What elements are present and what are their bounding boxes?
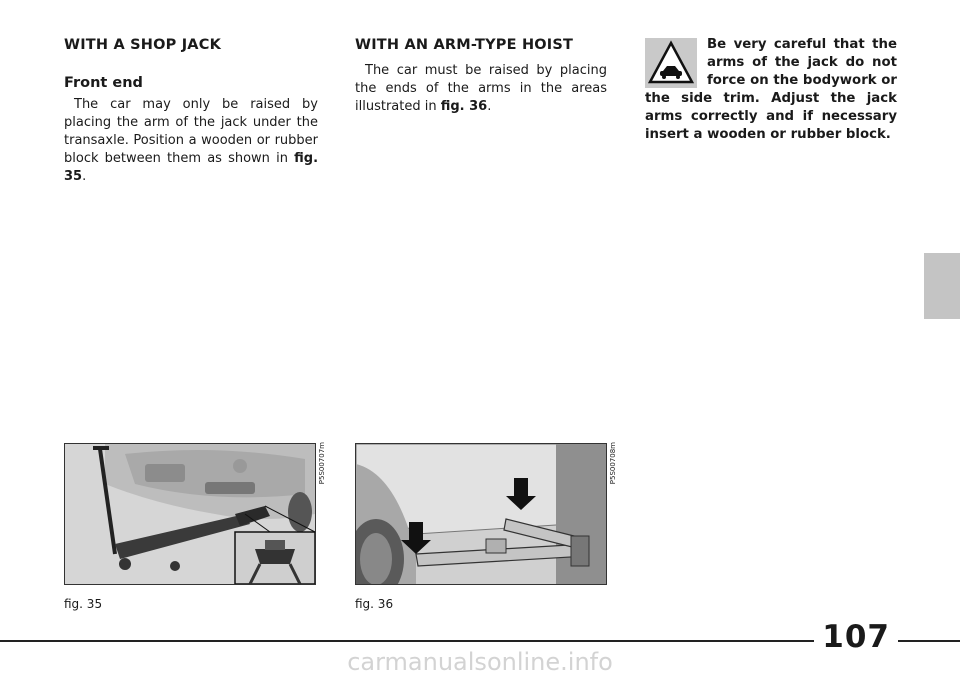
section-thumb-tab	[924, 253, 960, 319]
figure-code-36: P5S00708m	[609, 442, 617, 485]
page-number: 107	[814, 617, 898, 657]
column-middle	[355, 36, 607, 116]
figure-code-35: P5S00707m	[318, 442, 326, 485]
watermark-text: carmanualsonline.info	[347, 648, 613, 676]
figure-caption-36: fig. 36	[355, 597, 394, 611]
figure-ref-35: fig. 35	[64, 151, 319, 184]
figure-caption-35: fig. 35	[64, 597, 103, 611]
paragraph-arm-hoist: The car must be raised by placing the ends of the arms in the areas illustrated in fig. 36.	[355, 63, 607, 114]
figure-ref-36: fig. 36	[440, 99, 488, 114]
subheading-front-end: Front end	[64, 75, 143, 91]
section-heading-arm-hoist: WITH AN ARM-TYPE HOIST	[355, 37, 574, 53]
figure-36-arm-hoist	[355, 443, 607, 585]
car-warning-icon	[645, 38, 697, 88]
section-heading-shop-jack: WITH A SHOP JACK	[64, 37, 222, 53]
paragraph-shop-jack: The car may only be raised by placing the arm of the jack under the transaxle. Position a wooden or rubber block between them as shown in fig. 35.	[64, 97, 319, 184]
column-left	[64, 36, 318, 186]
figure-35-shop-jack	[64, 443, 316, 585]
column-right	[645, 36, 897, 144]
warning-text: Be very careful that the arms of the jack do not force on the bodywork or the side trim. Adjust the jack arms correctly and if necessary insert a wooden or rubber block.	[645, 37, 897, 142]
